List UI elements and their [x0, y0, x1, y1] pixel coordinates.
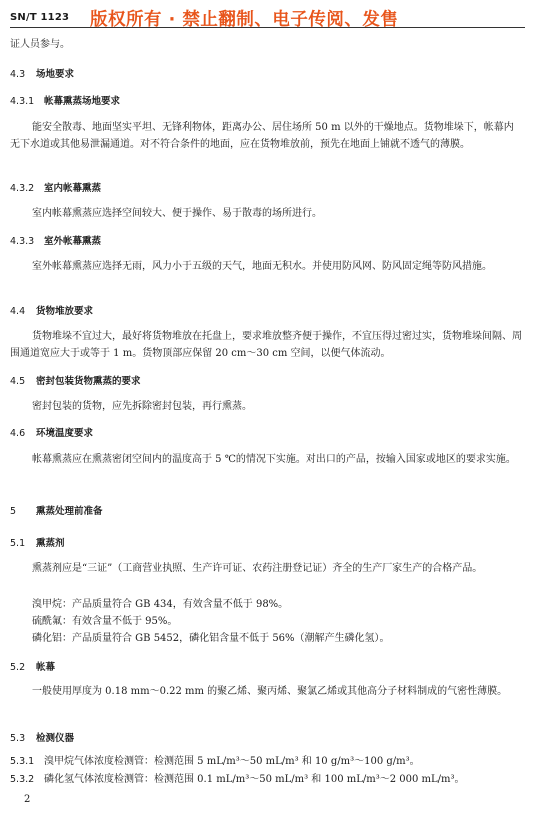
- section-heading-4-6: [10, 425, 523, 442]
- fumigant-spec-line: 磷化铝：产品质量符合 GB 5452，磷化铝含量不低于 56%（潮解产生磷化氢）。: [32, 633, 390, 644]
- section-heading-4-4: [10, 303, 523, 320]
- section-heading-5-2: [10, 659, 523, 676]
- paragraph-4-3-1: 能安全散毒、地面坚实平坦、无锋利物体，距离办公、居住场所 50 m 以外的干燥地点。货物堆垛下，帐幕内无下水道或其他易泄漏通道。对不符合条件的地面，应在货物堆放前，预先在地面上铺就不透气的薄膜。: [10, 122, 514, 150]
- item-5-3-2: [10, 771, 523, 788]
- copyright-watermark: 版权所有 · 禁止翻制、电子传阅、发售: [90, 10, 399, 30]
- section-number: 5.3: [10, 733, 26, 744]
- section-title: 熏蒸剂: [36, 538, 65, 549]
- item-text: 磷化氢气体浓度检测管：检测范围 0.1 mL/m³～50 mL/m³ 和 100 mL/m³～2 000 mL/m³。: [44, 774, 465, 785]
- section-title: 室内帐幕熏蒸: [44, 183, 102, 194]
- paragraph-4-3-2: 室内帐幕熏蒸应选择空间较大、便于操作、易于散毒的场所进行。: [32, 208, 322, 219]
- item-number: 5.3.2: [10, 774, 35, 785]
- section-number: 4.3.3: [10, 236, 35, 247]
- continued-text: 证人员参与。: [10, 39, 70, 50]
- paragraph-5-1: 熏蒸剂应是“三证”（工商营业执照、生产许可证、农药注册登记证）齐全的生产厂家生产的合格产品。: [32, 563, 483, 574]
- item-text: 溴甲烷气体浓度检测管：检测范围 5 mL/m³～50 mL/m³ 和 10 g/m³～100 g/m³。: [44, 756, 420, 767]
- fumigant-spec-line: 硫酰氟：有效含量不低于 95%。: [32, 616, 178, 627]
- page-header: [10, 6, 525, 28]
- section-number: 5.1: [10, 538, 26, 549]
- section-heading-4-3-2: [10, 180, 523, 197]
- paragraph-4-4: 货物堆垛不宜过大，最好将货物堆放在托盘上，要求堆放整齐便于操作，不宜压得过密过实，货物堆垛间隔、周围通道宽应大于或等于 1 m。货物顶部应保留 20 cm～30 cm 空间，以便气体流动。: [10, 331, 522, 359]
- paragraph-4-5: 密封包装的货物，应先拆除密封包装，再行熏蒸。: [32, 401, 252, 412]
- section-heading-5: [10, 503, 523, 520]
- paragraph-5-2: 一般使用厚度为 0.18 mm～0.22 mm 的聚乙烯、聚丙烯、聚氯乙烯或其他高分子材料制成的气密性薄膜。: [32, 686, 508, 697]
- section-title: 密封包装货物熏蒸的要求: [36, 376, 141, 387]
- section-number: 4.5: [10, 376, 26, 387]
- paragraph-4-6: 帐幕熏蒸应在熏蒸密闭空间内的温度高于 5 ℃的情况下实施。对出口的产品，按输入国家或地区的要求实施。: [32, 454, 516, 465]
- header-rule: [10, 27, 525, 28]
- section-title: 环境温度要求: [36, 428, 94, 439]
- standard-code: SN/T 1123: [10, 12, 70, 23]
- fumigant-spec-line: 溴甲烷：产品质量符合 GB 434，有效含量不低于 98%。: [32, 599, 289, 610]
- section-heading-4-3-1: [10, 93, 523, 110]
- section-title: 帐幕: [36, 662, 56, 673]
- section-number: 4.6: [10, 428, 26, 439]
- section-heading-4-3-3: [10, 233, 523, 250]
- item-number: 5.3.1: [10, 756, 35, 767]
- paragraph-4-3-3: 室外帐幕熏蒸应选择无雨，风力小于五级的天气，地面无积水。并使用防风网、防风固定绳等防风措施。: [32, 261, 492, 272]
- section-heading-4-5: [10, 373, 523, 390]
- section-number: 4.3.1: [10, 96, 35, 107]
- page-number: 2: [24, 794, 31, 805]
- section-number: 5.2: [10, 662, 26, 673]
- section-number: 5: [10, 506, 17, 517]
- section-title: 帐幕熏蒸场地要求: [44, 96, 121, 107]
- section-number: 4.3.2: [10, 183, 35, 194]
- section-number: 4.3: [10, 69, 26, 80]
- section-number: 4.4: [10, 306, 26, 317]
- section-heading-4-3: [10, 66, 523, 83]
- section-title: 货物堆放要求: [36, 306, 94, 317]
- section-heading-5-3: [10, 730, 523, 747]
- section-heading-5-1: [10, 535, 523, 552]
- section-title: 熏蒸处理前准备: [36, 506, 103, 517]
- section-title: 场地要求: [36, 69, 75, 80]
- section-title: 室外帐幕熏蒸: [44, 236, 102, 247]
- item-5-3-1: [10, 753, 523, 770]
- section-title: 检测仪器: [36, 733, 75, 744]
